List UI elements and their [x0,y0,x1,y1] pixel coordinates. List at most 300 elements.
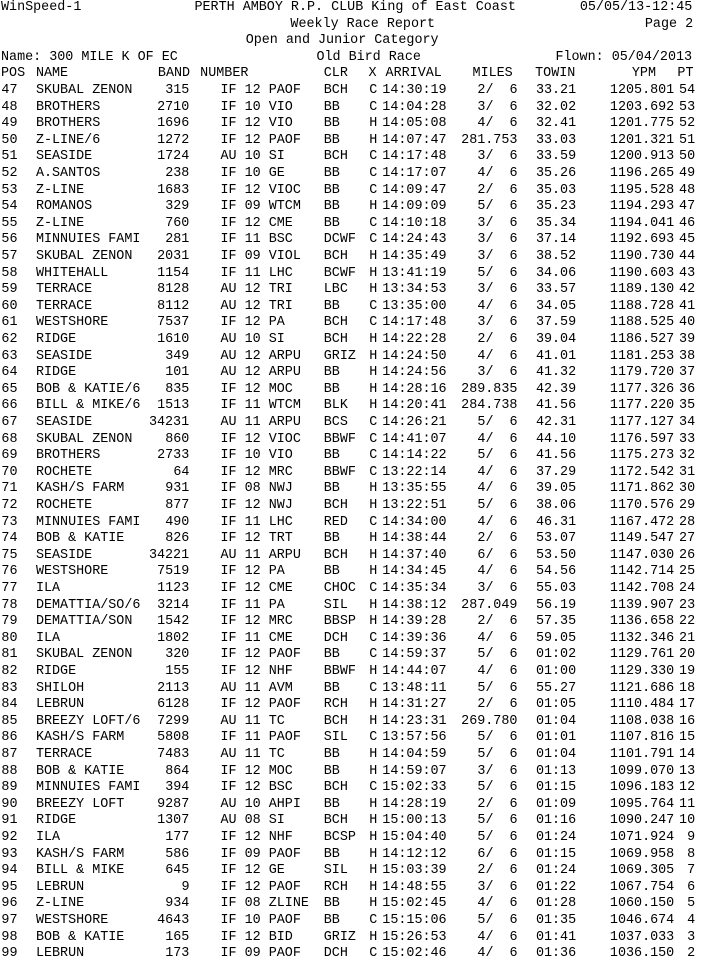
color-cell: BCSP [323,830,356,845]
band-cell: 1724 [157,149,190,165]
color-cell: BB [323,365,340,381]
band-cell: 394 [165,780,190,796]
ypm-cell: 1036.150 [609,946,675,962]
color-cell: BCH [323,149,348,165]
points-cell: 2 [687,946,696,962]
miles-cell: 5/ 6 [477,780,518,796]
name-cell: RIDGE [35,365,77,381]
arrival-cell: 14:04:28 [382,99,447,115]
name-cell: TERRACE [35,747,93,762]
position-cell: 72 [1,498,18,513]
ypm-cell: 1142.714 [609,564,675,580]
points-cell: 39 [679,332,696,347]
points-cell: 29 [679,498,696,513]
number-cell: IF 11 BSC [220,232,293,248]
sex-cell: H [369,830,378,845]
towin-cell: 01:05 [535,697,577,713]
arrival-cell: 14:39:28 [382,614,447,630]
color-cell: BB [323,116,340,132]
towin-cell: 55.03 [535,581,577,596]
position-cell: 96 [1,896,18,912]
name-cell: LEBRUN [35,946,85,962]
sex-cell: H [369,199,378,215]
towin-cell: 42.39 [535,381,577,397]
towin-cell: 38.52 [535,249,577,264]
points-cell: 44 [679,249,696,264]
miles-cell: 289.835 [461,381,518,397]
position-cell: 56 [1,232,18,248]
name-cell: SKUBAL ZENON [35,647,133,663]
color-cell: BB [323,99,340,115]
arrival-cell: 15:02:45 [382,896,447,912]
arrival-cell: 15:26:53 [382,929,447,945]
name-cell: BREEZY LOFT/6 [35,713,141,729]
towin-cell: 01:35 [535,913,577,928]
towin-cell: 01:15 [535,780,577,796]
number-cell: AU 10 SI [220,332,285,347]
ypm-cell: 1067.754 [609,879,675,895]
arrival-cell: 14:09:09 [382,199,447,215]
miles-cell: 5/ 6 [477,830,518,845]
miles-cell: 3/ 6 [477,99,518,115]
arrival-cell: 14:35:49 [382,249,447,264]
position-cell: 88 [1,763,18,779]
ypm-cell: 1046.674 [609,913,675,928]
ypm-cell: 1170.576 [609,498,675,513]
miles-cell: 2/ 6 [477,83,518,98]
color-cell: BLK [323,398,348,414]
sex-cell: C [369,166,378,181]
sex-cell: C [369,913,378,928]
points-cell: 12 [679,780,696,796]
sex-cell: C [369,182,378,198]
towin-cell: 41.01 [535,348,577,364]
position-cell: 53 [1,182,18,198]
band-cell: 165 [165,929,190,945]
band-cell: 329 [165,199,190,215]
color-cell: BB [323,564,340,580]
position-cell: 86 [1,730,18,746]
sex-cell: H [369,813,378,829]
column-header-ypm: YPM [631,66,656,82]
color-cell: BCH [323,249,348,264]
points-cell: 19 [679,664,696,679]
position-cell: 71 [1,481,18,497]
sex-cell: H [369,332,378,347]
band-cell: 2031 [157,249,190,264]
ypm-cell: 1108.038 [609,713,675,729]
position-cell: 92 [1,830,18,845]
miles-cell: 5/ 6 [477,747,518,762]
ypm-cell: 1129.330 [609,664,675,679]
name-cell: BOB & KATIE [35,531,125,547]
band-cell: 586 [165,846,190,862]
number-cell: IF 10 GE [220,166,285,181]
miles-cell: 2/ 6 [477,796,518,812]
towin-cell: 53.50 [535,547,577,563]
name-cell: A.SANTOS [35,166,101,181]
band-cell: 1513 [157,398,190,414]
number-cell: IF 11 LHC [220,265,293,281]
towin-cell: 34.06 [535,265,577,281]
points-cell: 9 [687,830,696,845]
color-cell: BBWF [323,664,356,679]
name-cell: BILL & MIKE [35,863,125,879]
points-cell: 11 [679,796,696,812]
miles-cell: 3/ 6 [477,365,518,381]
number-cell: IF 12 VIOC [220,182,301,198]
color-cell: BCH [323,713,348,729]
number-cell: IF 12 VIO [220,116,293,132]
arrival-cell: 14:37:40 [382,547,447,563]
towin-cell: 35.03 [535,182,577,198]
miles-cell: 4/ 6 [477,481,518,497]
name-cell: KASH/S FARM [35,846,125,862]
sex-cell: C [369,149,378,165]
arrival-cell: 14:39:36 [382,630,447,646]
miles-cell: 4/ 6 [477,664,518,679]
arrival-cell: 14:38:44 [382,531,447,547]
arrival-cell: 14:59:07 [382,763,447,779]
number-cell: IF 12 NHF [220,664,293,679]
ypm-cell: 1171.862 [609,481,675,497]
sex-cell: H [369,381,378,397]
points-cell: 6 [687,879,696,895]
color-cell: BB [323,680,340,696]
flown-date: Flown: 05/04/2013 [555,49,693,65]
towin-cell: 01:04 [535,713,577,729]
number-cell: IF 12 PAOF [220,697,301,713]
points-cell: 37 [679,365,696,381]
miles-cell: 3/ 6 [477,581,518,596]
color-cell: BB [323,166,340,181]
towin-cell: 01:00 [535,664,577,679]
report-datetime: 05/05/13-12:45 [579,0,693,15]
miles-cell: 287.049 [461,597,518,613]
color-cell: BCH [323,332,348,347]
miles-cell: 281.753 [461,132,518,148]
band-cell: 9287 [157,796,190,812]
name-cell: SKUBAL ZENON [35,249,133,264]
ypm-cell: 1107.816 [609,730,675,746]
miles-cell: 2/ 6 [477,863,518,879]
miles-cell: 2/ 6 [477,531,518,547]
arrival-cell: 15:04:40 [382,830,447,845]
name-cell: SEASIDE [35,348,93,364]
color-cell: BB [323,531,340,547]
number-cell: IF 12 MRC [220,464,293,480]
sex-cell: H [369,796,378,812]
ypm-cell: 1069.958 [609,846,675,862]
position-cell: 60 [1,298,18,314]
color-cell: DCH [323,630,348,646]
number-cell: IF 12 MOC [220,763,293,779]
points-cell: 17 [679,697,696,713]
arrival-cell: 14:20:41 [382,398,447,414]
sex-cell: H [369,564,378,580]
towin-cell: 01:01 [535,730,577,746]
points-cell: 10 [679,813,696,829]
name-cell: KASH/S FARM [35,481,125,497]
sex-cell: C [369,315,378,331]
position-cell: 94 [1,863,18,879]
miles-cell: 6/ 6 [477,846,518,862]
points-cell: 21 [679,630,696,646]
points-cell: 15 [679,730,696,746]
position-cell: 76 [1,564,18,580]
number-cell: IF 12 PA [220,315,285,331]
ypm-cell: 1181.253 [609,348,675,364]
number-cell: IF 12 BID [220,929,293,945]
band-cell: 281 [165,232,190,248]
points-cell: 36 [679,381,696,397]
points-cell: 27 [679,531,696,547]
band-cell: 7483 [157,747,190,762]
miles-cell: 2/ 6 [477,182,518,198]
points-cell: 35 [679,398,696,414]
miles-cell: 4/ 6 [477,946,518,962]
sex-cell: H [369,282,378,298]
ypm-cell: 1200.913 [609,149,675,165]
band-cell: 835 [165,381,190,397]
number-cell: IF 08 NWJ [220,481,293,497]
number-cell: AU 11 TC [220,713,285,729]
color-cell: BCH [323,83,348,98]
arrival-cell: 14:31:27 [382,697,447,713]
arrival-cell: 14:24:56 [382,365,447,381]
color-cell: BB [323,747,340,762]
color-cell: BB [323,381,340,397]
position-cell: 67 [1,415,18,430]
number-cell: IF 09 PAOF [220,946,301,962]
towin-cell: 01:09 [535,796,577,812]
miles-cell: 3/ 6 [477,149,518,165]
ypm-cell: 1060.150 [609,896,675,912]
towin-cell: 53.07 [535,531,577,547]
sex-cell: H [369,132,378,148]
towin-cell: 01:13 [535,763,577,779]
miles-cell: 2/ 6 [477,614,518,630]
ypm-cell: 1167.472 [609,514,675,530]
position-cell: 84 [1,697,18,713]
towin-cell: 01:04 [535,747,577,762]
points-cell: 53 [679,99,696,115]
name-cell: SHILOH [35,680,85,696]
name-cell: KASH/S FARM [35,730,125,746]
column-header-band: BAND [157,66,191,82]
column-header-pt: PT [677,66,694,82]
color-cell: BB [323,132,340,148]
points-cell: 20 [679,647,696,663]
position-cell: 95 [1,879,18,895]
band-cell: 6128 [157,697,190,713]
ypm-cell: 1172.542 [609,464,675,480]
sex-cell: C [369,415,378,430]
name-cell: Z-LINE [35,182,85,198]
points-cell: 54 [679,83,696,98]
position-cell: 48 [1,99,18,115]
color-cell: GRIZ [323,929,356,945]
ypm-cell: 1069.305 [609,863,675,879]
ypm-cell: 1189.130 [609,282,675,298]
sex-cell: H [369,547,378,563]
miles-cell: 269.780 [461,713,518,729]
ypm-cell: 1147.030 [609,547,675,563]
position-cell: 93 [1,846,18,862]
position-cell: 51 [1,149,18,165]
towin-cell: 46.31 [535,514,577,530]
name-cell: WESTSHORE [35,913,109,928]
color-cell: BBSP [323,614,356,630]
arrival-cell: 15:15:06 [382,913,447,928]
ypm-cell: 1149.547 [609,531,675,547]
band-cell: 7537 [157,315,190,331]
name-cell: BROTHERS [35,99,101,115]
points-cell: 31 [679,464,696,480]
towin-cell: 01:15 [535,846,577,862]
position-cell: 52 [1,166,18,181]
band-cell: 9 [181,879,190,895]
color-cell: LBC [323,282,348,298]
band-cell: 934 [165,896,190,912]
ypm-cell: 1205.801 [609,83,675,98]
band-cell: 34221 [148,547,190,563]
towin-cell: 33.21 [535,83,577,98]
name-cell: ROMANOS [35,199,93,215]
ypm-cell: 1195.528 [609,182,675,198]
miles-cell: 5/ 6 [477,265,518,281]
towin-cell: 01:02 [535,647,577,663]
band-cell: 177 [165,830,190,845]
band-cell: 2733 [157,448,190,464]
sex-cell: H [369,614,378,630]
ypm-cell: 1099.070 [609,763,675,779]
number-cell: IF 12 NHF [220,830,293,845]
towin-cell: 41.56 [535,398,577,414]
color-cell: BCH [323,547,348,563]
name-cell: BILL & MIKE/6 [35,398,141,414]
ypm-cell: 1188.728 [609,298,675,314]
name-cell: SKUBAL ZENON [35,431,133,447]
ypm-cell: 1090.247 [609,813,675,829]
points-cell: 26 [679,547,696,563]
miles-cell: 4/ 6 [477,929,518,945]
arrival-cell: 14:24:43 [382,232,447,248]
towin-cell: 38.06 [535,498,577,513]
miles-cell: 4/ 6 [477,630,518,646]
arrival-cell: 14:26:21 [382,415,447,430]
arrival-cell: 14:41:07 [382,431,447,447]
color-cell: BB [323,481,340,497]
name-cell: RIDGE [35,664,77,679]
number-cell: IF 11 PAOF [220,730,301,746]
color-cell: BB [323,298,340,314]
number-cell: AU 11 ARPU [220,547,301,563]
points-cell: 22 [679,614,696,630]
sex-cell: H [369,664,378,679]
arrival-cell: 13:41:19 [382,265,447,281]
arrival-cell: 14:09:47 [382,182,447,198]
number-cell: IF 09 VIOL [220,249,301,264]
miles-cell: 3/ 6 [477,282,518,298]
towin-cell: 01:24 [535,830,577,845]
arrival-cell: 14:59:37 [382,647,447,663]
program-name: WinSpeed-1 [1,0,82,15]
position-cell: 98 [1,929,18,945]
band-cell: 8128 [157,282,190,298]
position-cell: 49 [1,116,18,132]
miles-cell: 4/ 6 [477,564,518,580]
name-cell: BROTHERS [35,448,101,464]
sex-cell: H [369,348,378,364]
color-cell: BCH [323,498,348,513]
towin-cell: 39.05 [535,481,577,497]
number-cell: AU 11 ARPU [220,415,301,430]
ypm-cell: 1179.720 [609,365,675,381]
arrival-cell: 14:07:47 [382,132,447,148]
arrival-cell: 14:28:16 [382,381,447,397]
points-cell: 51 [679,132,696,148]
position-cell: 82 [1,664,18,679]
color-cell: DCH [323,946,348,962]
arrival-cell: 13:35:55 [382,481,447,497]
band-cell: 1683 [157,182,190,198]
color-cell: SIL [323,863,348,879]
points-cell: 43 [679,265,696,281]
ypm-cell: 1096.183 [609,780,675,796]
number-cell: AU 10 SI [220,149,285,165]
name-cell: WHITEHALL [35,265,109,281]
number-cell: IF 12 NWJ [220,498,293,513]
column-header-number: NUMBER [200,66,249,82]
ypm-cell: 1194.293 [609,199,675,215]
number-cell: AU 11 TC [220,747,285,762]
points-cell: 24 [679,581,696,596]
ypm-cell: 1190.730 [609,249,675,264]
ypm-cell: 1192.693 [609,232,675,248]
band-cell: 3214 [157,597,190,613]
band-cell: 64 [173,464,190,480]
towin-cell: 44.10 [535,431,577,447]
arrival-cell: 14:38:12 [382,597,447,613]
sex-cell: H [369,879,378,895]
ypm-cell: 1176.597 [609,431,675,447]
color-cell: SIL [323,597,348,613]
points-cell: 28 [679,514,696,530]
arrival-cell: 14:34:45 [382,564,447,580]
points-cell: 45 [679,232,696,248]
number-cell: AU 12 ARPU [220,365,301,381]
band-cell: 1542 [157,614,190,630]
name-cell: RIDGE [35,813,77,829]
miles-cell: 4/ 6 [477,464,518,480]
ypm-cell: 1201.321 [609,132,675,148]
name-cell: SKUBAL ZENON [35,83,133,98]
arrival-cell: 14:12:12 [382,846,447,862]
name-cell: BREEZY LOFT [35,796,125,812]
arrival-cell: 15:02:46 [382,946,447,962]
band-cell: 1696 [157,116,190,132]
points-cell: 38 [679,348,696,364]
column-header-clr: CLR [323,66,348,82]
ypm-cell: 1177.127 [609,415,675,430]
number-cell: IF 12 TRT [220,531,293,547]
points-cell: 48 [679,182,696,198]
points-cell: 18 [679,680,696,696]
band-cell: 34231 [148,415,190,430]
number-cell: IF 12 GE [220,863,285,879]
arrival-cell: 15:02:33 [382,780,447,796]
